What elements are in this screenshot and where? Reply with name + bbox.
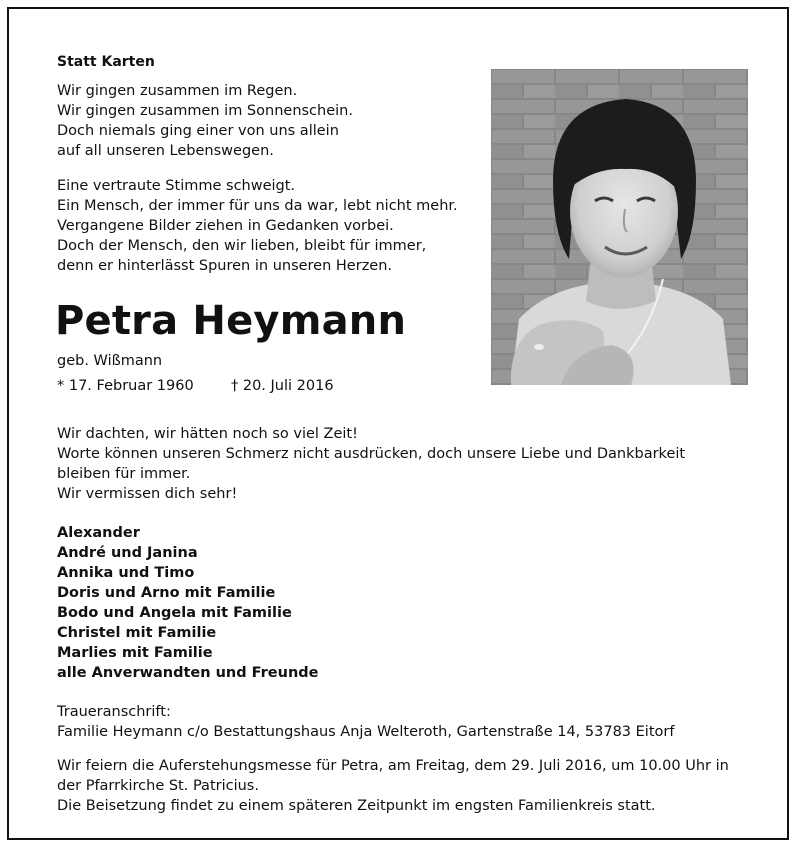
mourner-entry: Alexander — [57, 525, 140, 541]
life-dates — [57, 376, 334, 396]
farewell-message — [57, 424, 685, 504]
address-line: Familie Heymann c/o Bestattungshaus Anja Welteroth, Gartenstraße 14, 53783 Eitorf — [57, 724, 675, 740]
portrait-photo — [491, 69, 748, 385]
mourner-entry: alle Anverwandten und Freunde — [57, 665, 319, 681]
message-line: Wir vermissen dich sehr! — [57, 486, 238, 502]
death-date: † 20. Juli 2016 — [231, 378, 334, 394]
portrait-image — [491, 69, 748, 385]
notice-heading: Statt Karten — [57, 54, 155, 70]
poem-line: auf all unseren Lebenswegen. — [57, 143, 274, 159]
mourner-entry: Doris und Arno mit Familie — [57, 585, 276, 601]
service-line: der Pfarrkirche St. Patricius. — [57, 778, 259, 794]
message-line: bleiben für immer. — [57, 466, 191, 482]
poem-line: denn er hinterlässt Spuren in unseren Herzen. — [57, 258, 393, 274]
mourner-entry: André und Janina — [57, 545, 198, 561]
poem-line: Doch der Mensch, den wir lieben, bleibt für immer, — [57, 238, 427, 254]
poem-line: Vergangene Bilder ziehen in Gedanken vorbei. — [57, 218, 394, 234]
mourner-entry: Christel mit Familie — [57, 625, 217, 641]
mourner-entry: Annika und Timo — [57, 565, 195, 581]
message-line: Wir dachten, wir hätten noch so viel Zeit! — [57, 426, 358, 442]
address-label: Traueranschrift: — [57, 704, 171, 720]
mourning-address — [57, 702, 674, 742]
obituary-card — [7, 7, 789, 840]
birth-date: * 17. Februar 1960 — [57, 378, 194, 394]
poem-line: Wir gingen zusammen im Regen. — [57, 83, 298, 99]
poem-line: Eine vertraute Stimme schweigt. — [57, 178, 296, 194]
message-line: Worte können unseren Schmerz nicht ausdrücken, doch unsere Liebe und Dankbarkeit — [57, 446, 686, 462]
mourner-entry: Marlies mit Familie — [57, 645, 213, 661]
service-info — [57, 756, 729, 816]
poem-stanza-1 — [57, 81, 353, 161]
poem-line: Wir gingen zusammen im Sonnenschein. — [57, 103, 353, 119]
poem-stanza-2 — [57, 176, 458, 276]
service-line: Die Beisetzung findet zu einem späteren Zeitpunkt im engsten Familienkreis statt. — [57, 798, 656, 814]
poem-line: Doch niemals ging einer von uns allein — [57, 123, 339, 139]
service-line: Wir feiern die Auferstehungsmesse für Petra, am Freitag, dem 29. Juli 2016, um 10.00 Uhr in — [57, 758, 729, 774]
deceased-name: Petra Heymann — [55, 298, 407, 344]
mourners-list — [57, 523, 319, 683]
maiden-name: geb. Wißmann — [57, 353, 163, 369]
mourner-entry: Bodo und Angela mit Familie — [57, 605, 292, 621]
poem-line: Ein Mensch, der immer für uns da war, lebt nicht mehr. — [57, 198, 458, 214]
